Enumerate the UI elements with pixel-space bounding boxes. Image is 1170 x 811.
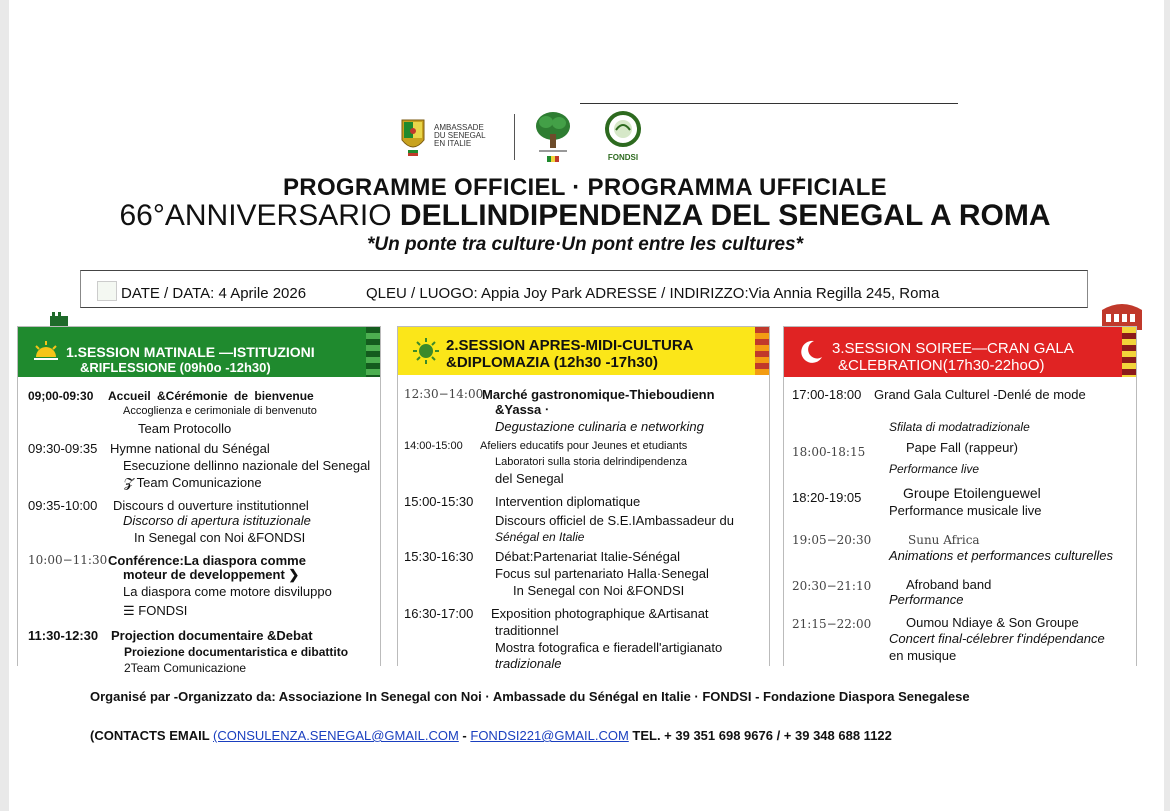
email-separator: - (458, 728, 471, 743)
contacts-line (90, 728, 892, 743)
logo-strip (396, 108, 956, 164)
event-title: Hymne national du Sénégal (110, 441, 270, 456)
event-detail: tradizionale (495, 656, 562, 671)
sun-icon (412, 337, 440, 365)
event-detail: 2Team Comunicazione (124, 661, 247, 675)
event-time: 14:00-15:00 (404, 440, 463, 452)
event-title: Afroband band (906, 577, 992, 592)
subtitle: *Un ponte tra culture·Un pont entre les cultures* (367, 234, 803, 255)
event-location: QLEU / LUOGO: Appia Joy Park ADRESSE / INDIRIZZO:Via Annia Regilla 245, Roma (366, 285, 940, 302)
header-pattern (755, 327, 769, 375)
email-link-fondsi[interactable]: FONDSI221@GMAIL.COM (470, 728, 629, 743)
event-time: 18:00-18:15 (792, 445, 866, 459)
event-detail: ☰ FONDSI (123, 603, 188, 618)
event-title: Oumou Ndiaye & Son Groupe (906, 615, 1079, 630)
event-detail: Focus sul partenariato Halla·Senegal (495, 566, 709, 581)
fondsi-logo (604, 110, 642, 162)
event-time: 10:00−11:30 (28, 553, 108, 567)
event-title: Pape Fall (rappeur) (906, 440, 1018, 455)
anniversary-title-prefix: 66°ANNIVERSARIO (119, 199, 400, 232)
event-info-bar (80, 270, 1088, 308)
event-detail: Accoglienza e cerimoniale di benvenuto (123, 405, 317, 417)
crescent-moon-icon (798, 339, 824, 365)
header-pattern (366, 327, 380, 377)
embassy-logo (398, 114, 486, 158)
event-detail: Sfilata di modatradizionale (889, 420, 1030, 434)
baobab-tree-icon (529, 108, 577, 164)
session-3-column (783, 326, 1137, 666)
event-detail: Team Protocollo (138, 421, 232, 436)
embassy-text-3: EN ITALIE (434, 139, 472, 148)
header-rule (580, 103, 958, 104)
event-detail: en musique (889, 648, 957, 663)
senegal-coat-of-arms-icon (398, 114, 428, 158)
event-time: 09:35-10:00 (28, 498, 98, 513)
anniversary-title-bold: DELLINDIPENDENZA DEL SENEGAL A ROMA (399, 199, 1051, 232)
email-link-consulenza[interactable]: (CONSULENZA.SENEGAL@GMAIL.COM (213, 728, 459, 743)
event-detail: Performance musicale live (889, 503, 1042, 518)
fondsi-logo-label: FONDSI (607, 153, 639, 162)
embassy-logo-text (434, 124, 486, 148)
fondsi-emblem-icon (604, 110, 642, 148)
event-title: Discours d ouverture institutionnel (113, 498, 309, 513)
session-3-header (784, 327, 1136, 377)
event-time: 12:30−14:00 (404, 387, 484, 401)
event-detail: Esecuzione dellinno nazionale del Senegal (123, 458, 371, 473)
event-title: Marché gastronomique-Thieboudienn (482, 387, 715, 402)
event-title: Groupe Etoilenguewel (903, 485, 1041, 501)
event-detail: Performance live (889, 462, 980, 476)
event-detail: In Senegal con Noi &FONDSI (134, 530, 306, 545)
session-2-subtitle: &DIPLOMAZIA (12h30 -17h30) (446, 354, 658, 371)
event-title: Accueil &Cérémonie de bienvenue (108, 389, 314, 403)
session-2-header (398, 327, 769, 375)
session-1-header (18, 327, 380, 377)
event-time: 11:30-12:30 (28, 628, 99, 643)
event-detail: del Senegal (495, 471, 564, 486)
session-2-column (397, 326, 770, 671)
sunrise-icon (32, 339, 60, 363)
event-time: 15:00-15:30 (404, 494, 474, 509)
event-detail: La diaspora come motore disviluppo (123, 584, 332, 599)
embassy-text-1: AMBASSADE (434, 123, 484, 132)
session-2-title: 2.SESSION APRES-MIDI-CULTURA (446, 337, 694, 354)
event-detail: Laboratori sulla storia delrindipendenza (495, 456, 688, 468)
event-title: Conférence:La diaspora comme (108, 553, 306, 568)
event-detail: traditionnel (495, 623, 559, 638)
phone-numbers: TEL. + 39 351 698 9676 / + 39 348 688 1122 (628, 728, 892, 743)
calendar-icon (97, 281, 117, 301)
event-time: 15:30-16:30 (404, 549, 474, 564)
event-detail: Mostra fotografica e fieradell'artigianato (495, 640, 723, 655)
event-title: Exposition photographique &Artisanat (491, 606, 709, 621)
page-frame-right (1164, 0, 1170, 811)
embassy-text-2: DU SENEGAL (434, 131, 486, 140)
event-time: 09;00-09:30 (28, 389, 94, 403)
event-detail: 𝓩 Team Comunicazione (124, 475, 262, 490)
event-time: 19:05−20:30 (792, 533, 872, 547)
event-detail: moteur de developpement ❯ (123, 567, 300, 582)
event-time: 17:00-18:00 (792, 387, 862, 402)
event-title: Intervention diplomatique (495, 494, 641, 509)
session-1-column (17, 326, 381, 675)
event-title: Sunu Africa (908, 533, 980, 547)
association-logo (529, 108, 577, 169)
event-time: 16:30-17:00 (404, 606, 474, 621)
event-title: Grand Gala Culturel -Denlé de mode (874, 387, 1086, 402)
programme-title: PROGRAMME OFFICIEL · PROGRAMMA UFFICIALE (283, 174, 887, 201)
event-title: Projection documentaire &Debat (111, 628, 313, 643)
event-detail: &Yassa ᐧ (495, 402, 549, 417)
event-detail: Animations et performances culturelles (889, 548, 1113, 563)
event-detail: Discours officiel de S.E.IAmbassadeur du (495, 513, 734, 528)
event-title: Débat:Partenariat Italie-Sénégal (495, 549, 681, 564)
event-detail: Sénégal en Italie (495, 530, 585, 544)
event-title: Afeliers educatifs pour Jeunes et etudiants (480, 440, 688, 452)
session-3-title: 3.SESSION SOIREE—CRAN GALA (832, 340, 1074, 357)
event-detail: Concert final-célebrer f'indépendance (889, 631, 1105, 646)
event-detail: Discorso di apertura istituzionale (123, 513, 311, 528)
event-time: 18:20-19:05 (792, 490, 862, 505)
page-frame-left (0, 0, 9, 811)
contacts-label: (CONTACTS EMAIL (90, 728, 214, 743)
event-time: 20:30−21:10 (792, 579, 872, 593)
header-pattern (1122, 327, 1136, 377)
session-1-subtitle: &RIFLESSIONE (09h0o -12h30) (80, 360, 271, 375)
session-3-subtitle: &CLEBRATION(17h30-22hoO) (838, 357, 1045, 374)
event-detail: In Senegal con Noi &FONDSI (513, 583, 685, 598)
event-time: 09:30-09:35 (28, 441, 98, 456)
event-date: DATE / DATA: 4 Aprile 2026 (121, 285, 307, 302)
event-detail: Proiezione documentaristica e dibattito (124, 645, 349, 659)
event-detail: Degustazione culinaria e networking (495, 419, 704, 434)
event-detail: Performance (889, 592, 964, 607)
anniversary-title (0, 199, 1170, 233)
organizers-line: Organisé par -Organizzato da: Associazione In Senegal con Noi · Ambassade du Sénégal en Italie · FONDSI - Fondazione Diaspora Senegalese (90, 689, 970, 704)
session-1-title: 1.SESSION MATINALE —ISTITUZIONI (66, 344, 315, 360)
event-time: 21:15−22:00 (792, 617, 872, 631)
logo-divider (514, 114, 515, 160)
